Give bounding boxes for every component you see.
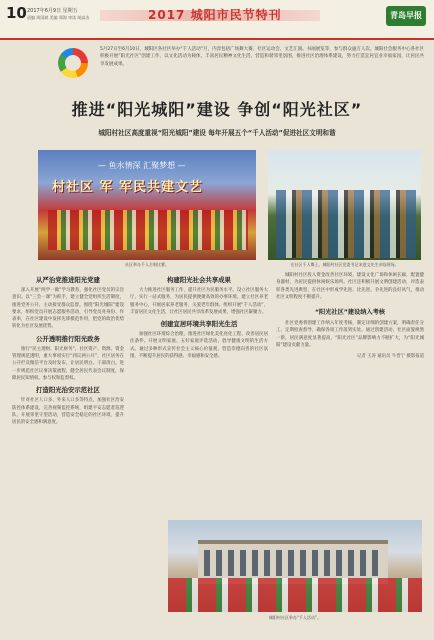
headline: 推进“阳光城阳”建设 争创“阳光社区”: [71, 100, 363, 119]
section-body: 大力推进社区服务工作，提升社区为民服务水平。设立社区服务大厅，实行一站式服务，为居民提供便捷高效的办事环境。建立社区养老服务中心，开展居家养老服务，关爱老年群体。组织开展“千人活动”，丰富居民文化生活，让社区居民共享改革发展成果，增强社区凝聚力。: [130, 288, 268, 315]
section-body: 针对社区人口多、外来人口多等特点，加强社区治安防控体系建设，完善视频监控系统，组建平安志愿者巡逻队，开展邻里守望活动，营造安全稳定的社区环境，提升居民的安全感和满意度。: [12, 398, 124, 426]
page-number: 10: [6, 4, 27, 22]
photo3-caption: 城阳村社区举办“千人活动”。: [268, 615, 322, 620]
special-edition-title: 2017 城阳市民节特刊: [148, 8, 282, 22]
newspaper-badge: [386, 6, 426, 26]
byline: 记者 王涛 通讯员 牛晋宁 摄影报道: [356, 354, 424, 360]
edition-info: 责编 周国斌 美编 郑海 审读 胡高洁: [27, 15, 90, 20]
stage-banner: 村社区 军 军民共建文艺: [52, 180, 204, 195]
section-title: 公开透明推行阳光政务: [36, 334, 100, 343]
section-body: 加强社区环境综合治理，推进社区绿化美化亮化工程，改善居民居住条件。开展文明家庭、五好家庭评选活动，倡导健康文明的生活方式。通过多种形式宣传社会主义核心价值观，营造崇德向善的社区氛围，不断提升居民的获得感、幸福感和安全感。: [130, 332, 268, 360]
section-title: 构建阳光社会共享成果: [167, 276, 231, 284]
section-title: 从严治党推进阳光党建: [36, 276, 100, 284]
subheadline: 城阳村社区高度重视“阳光城阳”建设 每年开展五个“千人活动”促进社区文明和谐: [98, 129, 336, 137]
photo-community-building: [168, 520, 422, 612]
intro-paragraph: 5月27日至6月10日，城阳区各社区举办“千人活动”月，内容包括广场舞大赛、社区运动会、文艺汇演、书画展览等，参与群众逾万人次。城阳社会服务中心各社区积极开展“阳光社区”创建工作，以文化活动为载体，丰富居民精神文化生活，营造和谐邻里氛围，推进社区治理体系建设，努力打造宜居宜业幸福家园，让居民共享发展成果。: [100, 47, 424, 67]
photo-stage-performance: [38, 150, 256, 260]
column-1: [12, 272, 124, 426]
newspaper-badge-text: 青岛早报: [390, 11, 422, 20]
logo-ring: [58, 48, 88, 78]
section-body: 城阳村社区投入资金改善社区环境，建设文化广场和休闲长廊，配置健身器材，为居民提供休闲娱乐场所。社区还积极开展文明创建活动，评选表彰各类先进典型，在社区中形成学先进、比先进、争先进的良好风气，推动社区文明程度不断提升。: [276, 273, 424, 300]
issue-date: 2017年6月9日 星期五: [27, 8, 78, 14]
stage-banner-top: — 鱼水情深 汇聚梦想 —: [98, 161, 186, 170]
sunshine-logo-icon: [58, 48, 92, 84]
column-3: [276, 272, 424, 359]
section-body: 社区党委将创建工作纳入年度考核，制定详细的创建方案，明确责任分工，定期检查督导，确保各项工作落到实处。通过创建活动，社区面貌焕然一新，居民满意度显著提高，“阳光社区”品牌影响力不断扩大，为“阳光城阳”建设贡献力量。: [276, 321, 424, 349]
event-tents: [168, 578, 422, 612]
photo2-caption: 在社区千人舞上，城阳村社区党委书记宋进文先生亲临现场。: [290, 262, 399, 267]
section-title: 创建宜居环境共享阳光生活: [160, 320, 238, 329]
performers: [48, 210, 248, 250]
column-2: [130, 272, 268, 360]
masthead: [0, 0, 434, 40]
photo1-caption: 社区举办千人合唱比赛。: [125, 262, 169, 267]
section-title: 打造阳光治安示范社区: [36, 386, 100, 395]
section-body: 推行“民主理财、阳光财务”，社区资产、资源、资金管理规范透明，重大事项实行“四议两公开”，社区居务在公开栏及微信平台及时发布，让居民明白、干部清白。进一步规范社区议事决策流程，健全居民代表会议制度，保障居民知情权、参与权和监督权。: [12, 346, 124, 381]
photo-officials: [268, 150, 421, 260]
section-body: 深入开展“两学一做”学习教育，强化社区党员的宗旨意识。以“三会一课”为抓手，建立健全党组织生活制度，推进党务公开，主动接受群众监督。围绕“阳光城阳”建设要求，组织党员开展志愿服务活动，引导党员亮身份、作表率，在社区建设中发挥先锋模范作用，把党的政治优势转化为社区发展优势。: [12, 288, 124, 330]
people-group: [276, 190, 416, 258]
section-title-boxed: “阳光社区”建设纳入考核: [314, 309, 385, 317]
